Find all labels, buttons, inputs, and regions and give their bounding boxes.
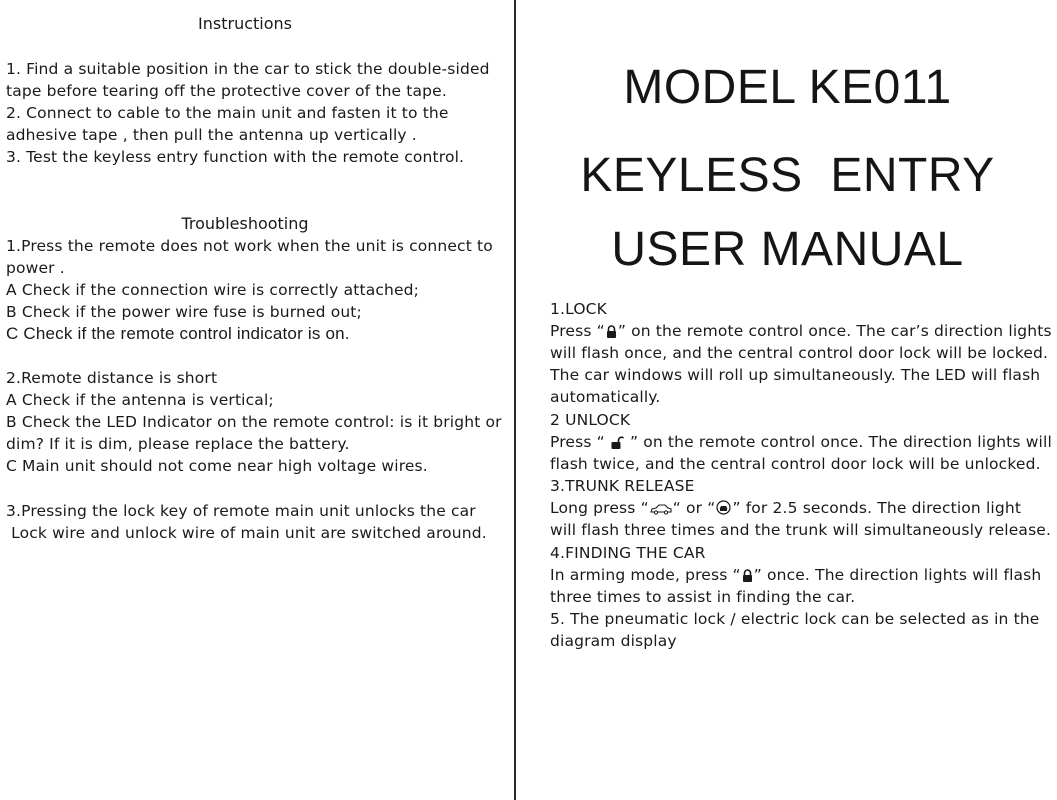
page-divider [514, 0, 516, 800]
lock-line: Press “ ” on the remote control once. The car’s direction lights [550, 320, 1052, 344]
troubleshooting-line: A Check if the antenna is vertical; [6, 391, 274, 409]
trunk-line: Long press “ “ or “ ” for 2.5 seconds. The direction light [550, 497, 1021, 521]
troubleshooting-line: 2.Remote distance is short [6, 369, 218, 387]
troubleshooting-line: dim? If it is dim, please replace the battery. [6, 435, 350, 453]
trunk-line: will flash three times and the trunk will simultaneously release. [550, 521, 1052, 539]
troubleshooting-line: B Check the LED Indicator on the remote control: is it bright or [6, 413, 502, 431]
finding-heading: 4.FINDING THE CAR [550, 544, 706, 562]
troubleshooting-line: 3.Pressing the lock key of remote main unit unlocks the car [6, 502, 476, 520]
unlock-heading: 2 UNLOCK [550, 411, 631, 429]
right-page [518, 0, 1057, 800]
product-title: KEYLESS ENTRY [580, 149, 995, 202]
troubleshooting-heading: Troubleshooting [181, 214, 309, 233]
finding-line: In arming mode, press “ ” once. The direction lights will flash [550, 564, 1041, 588]
unlock-line: flash twice, and the central control door lock will be unlocked. [550, 455, 1041, 473]
manual-title: USER MANUAL [611, 223, 964, 276]
troubleshooting-line: Lock wire and unlock wire of main unit are switched around. [6, 524, 487, 542]
troubleshooting-line: power . [6, 259, 65, 277]
model-title: MODEL KE011 [623, 61, 952, 114]
troubleshooting-line: A Check if the connection wire is correctly attached; [6, 281, 420, 299]
lock-icon [742, 566, 753, 588]
finding-line: three times to assist in finding the car. [550, 588, 856, 606]
trunk-heading: 3.TRUNK RELEASE [550, 477, 695, 495]
lock-line: will flash once, and the central control door lock will be locked. [550, 344, 1049, 362]
lock-icon [606, 322, 617, 344]
instruction-line: 1. Find a suitable position in the car to stick the double-sided [6, 60, 490, 78]
lock-type-line: diagram display [550, 632, 677, 650]
instruction-line: adhesive tape , then pull the antenna up vertically . [6, 126, 417, 144]
left-page [0, 0, 514, 800]
troubleshooting-line: C Main unit should not come near high voltage wires. [6, 457, 428, 475]
troubleshooting-line: B Check if the power wire fuse is burned out; [6, 303, 362, 321]
trunk-icon [716, 499, 731, 521]
car-icon [650, 499, 672, 521]
lock-line: The car windows will roll up simultaneously. The LED will flash [550, 366, 1041, 384]
instruction-line: tape before tearing off the protective cover of the tape. [6, 82, 447, 100]
lock-line: automatically. [550, 388, 661, 406]
lock-type-line: 5. The pneumatic lock / electric lock can be selected as in the [550, 610, 1040, 628]
troubleshooting-line: 1.Press the remote does not work when the unit is connect to [6, 237, 493, 255]
lock-heading: 1.LOCK [550, 300, 607, 318]
instruction-line: 2. Connect to cable to the main unit and fasten it to the [6, 104, 449, 122]
unlock-line: Press “ ” on the remote control once. The direction lights will [550, 431, 1052, 455]
instructions-heading: Instructions [198, 14, 292, 33]
unlock-icon [611, 433, 624, 455]
troubleshooting-line: C Check if the remote control indicator is on. [6, 324, 350, 343]
instruction-line: 3. Test the keyless entry function with the remote control. [6, 148, 465, 166]
